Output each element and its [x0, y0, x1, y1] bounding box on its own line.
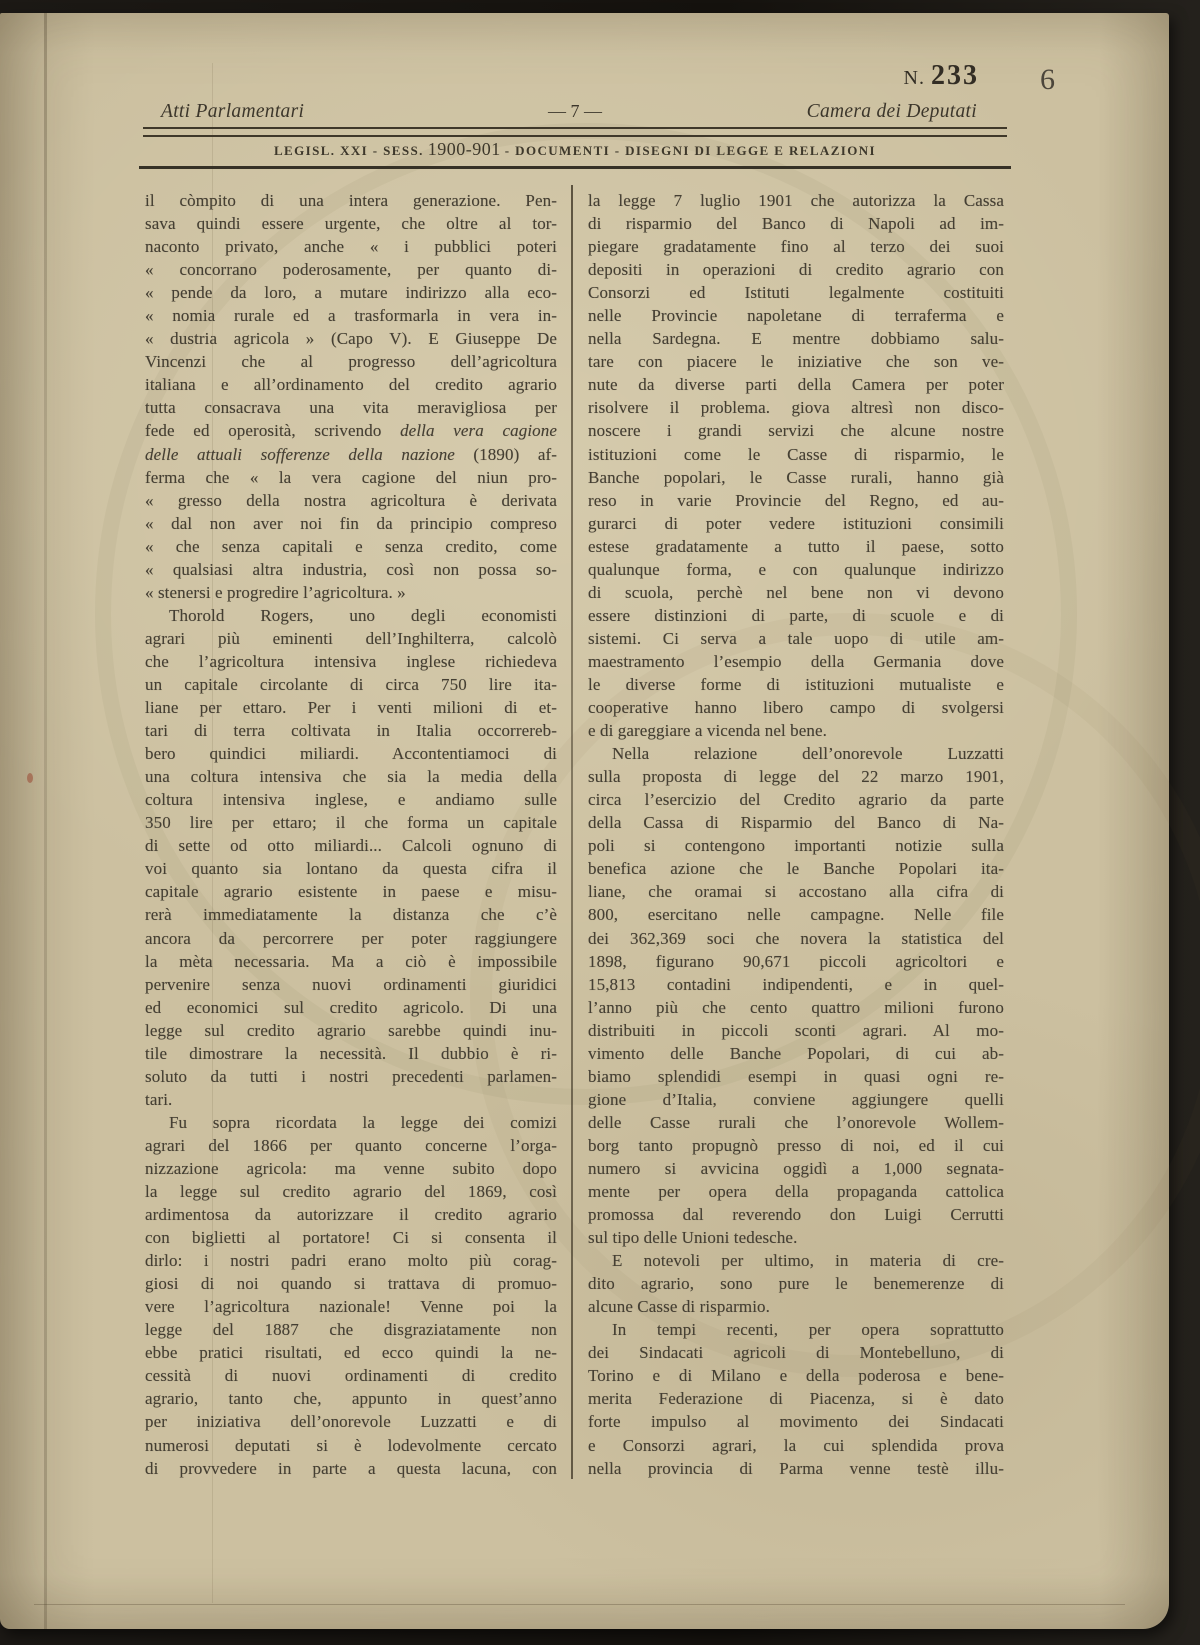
text-line: tari.	[145, 1089, 173, 1109]
text-line: 350 lire per ettaro; il che forma un capitale	[145, 813, 557, 833]
binding-seam	[44, 13, 47, 1629]
text-line: della Cassa di Risparmio del Banco di Na-	[588, 813, 1004, 833]
text-line	[145, 419, 557, 442]
running-header	[145, 97, 1005, 123]
text-line: essere distinzioni di parte, di scuole e di	[588, 605, 1004, 625]
text-line: italiana e all’ordinamento del credito agrario	[145, 375, 557, 395]
printed-area	[145, 13, 1005, 1629]
text-line: nute da diverse parti della Camera per poter	[588, 375, 1004, 395]
left-column	[145, 189, 557, 1480]
text-line: nizzazione agricola: ma venne subito dopo	[145, 1158, 557, 1178]
text-line: vimento delle Banche Popolari, di cui ab-	[588, 1043, 1004, 1063]
text-line: ebbe pratici risultati, ed ecco quindi la ne-	[145, 1343, 557, 1363]
text-line: alcune Casse di risparmio.	[588, 1297, 770, 1317]
column-divider-rule	[571, 185, 573, 1479]
text-line: ed economici sul credito agricolo. Di una	[145, 997, 557, 1017]
text-line: tutta consacrava una vita meravigliosa per	[145, 398, 557, 418]
paper-sheet	[0, 13, 1169, 1629]
text-line: le diverse forme di istituzioni mutualiste e	[588, 674, 1004, 694]
session-year: 1900-901	[427, 139, 501, 159]
text-line: agrario, tanto che, appunto in quest’anno	[145, 1389, 557, 1409]
text-line: « concorrano poderosamente, per quanto di-	[145, 260, 557, 280]
text-line: sul tipo delle Unioni tedesche.	[588, 1228, 798, 1248]
text-line: Thorold Rogers, uno degli economisti	[169, 605, 557, 625]
text-segment: (1890) af-	[454, 444, 557, 464]
text-line: di scuola, perchè nel bene non vi devono	[588, 582, 1004, 602]
text-line: legge del 1887 che disgraziatamente non	[145, 1320, 557, 1340]
text-line: il còmpito di una intera generazione. Pen-	[145, 191, 557, 210]
text-line: qualunque forma, e con qualunque indirizzo	[588, 559, 1004, 579]
header-right-title: Camera dei Deputati	[806, 101, 977, 122]
text-line: nella Sardegna. E mentre dobbiamo salu-	[588, 329, 1004, 349]
header-left-title: Atti Parlamentari	[161, 101, 305, 122]
text-line: naconto privato, anche « i pubblici poteri	[145, 237, 557, 257]
text-line: benefica azione che le Banche Popolari ita-	[588, 859, 1004, 879]
text-line: maestramento l’esempio della Germania dove	[588, 651, 1004, 671]
text-line: « stenersi e progredire l’agricoltura. »	[145, 582, 406, 602]
text-line: sava quindi essere urgente, che oltre al tor-	[145, 214, 557, 234]
document-number-label: N.	[903, 67, 925, 89]
double-rule	[143, 127, 1007, 137]
text-line: ancora da percorrere per poter raggiungere	[145, 928, 557, 948]
text-line: rerà immediatamente la distanza che c’è	[145, 905, 557, 925]
text-line: numerosi deputati si è lodevolmente cercato	[145, 1435, 557, 1455]
session-line-left: LEGISL. XXI - SESS.	[273, 143, 424, 158]
italic-text-segment: della vera cagione	[400, 421, 557, 441]
right-column	[588, 189, 1004, 1480]
text-line: gione d’Italia, conviene aggiungere quelli	[588, 1089, 1004, 1109]
text-line: dito agrario, sono pure le benemerenze di	[588, 1274, 1004, 1294]
text-line: soluto da tutti i nostri precedenti parlamen-	[145, 1066, 557, 1086]
text-line: tile dimostrare la necessità. Il dubbio è ri-	[145, 1043, 557, 1063]
text-line: forte impulso al movimento dei Sindacati	[588, 1412, 1004, 1432]
text-line	[145, 443, 557, 466]
text-line: la legge sul credito agrario del 1869, così	[145, 1182, 557, 1202]
text-line: Fu sopra ricordata la legge dei comizi	[169, 1112, 557, 1132]
text-line: e Consorzi agrari, la cui splendida prova	[588, 1435, 1004, 1455]
text-line: agrari del 1866 per quanto concerne l’orga-	[145, 1135, 557, 1155]
document-number	[904, 60, 979, 92]
text-line: biamo splendidi esempi in quasi ogni re-	[588, 1066, 1004, 1086]
ink-speck	[27, 773, 33, 783]
text-line: pervenire senza nuovi ordinamenti giuridici	[145, 974, 557, 994]
text-line: Consorzi ed Istituti legalmente costituiti	[588, 283, 1004, 303]
text-line: « che senza capitali e senza credito, come	[145, 536, 557, 556]
text-line: In tempi recenti, per opera soprattutto	[612, 1320, 1004, 1340]
text-line: « dustria agricola » (Capo V). E Giuseppe De	[145, 329, 557, 349]
text-line: legge sul credito agrario sarebbe quindi inu-	[145, 1020, 557, 1040]
text-line: la legge 7 luglio 1901 che autorizza la Cassa	[588, 191, 1004, 210]
text-line: dirlo: i nostri padri erano molto più corag-	[145, 1251, 557, 1271]
text-line: tari di terra coltivata in Italia occorrereb-	[145, 721, 557, 741]
text-line: merita Federazione di Piacenza, si è dato	[588, 1389, 1004, 1409]
text-line: borg tanto propugnò presso di noi, ed il cui	[588, 1135, 1004, 1155]
text-line: di provvedere in parte a questa lacuna, con	[145, 1458, 557, 1478]
session-line-right: - DOCUMENTI - DISEGNI DI LEGGE E RELAZIONI	[504, 143, 876, 158]
text-line: estese gradatamente a tutto il paese, sotto	[588, 536, 1004, 556]
text-line: sulla proposta di legge del 22 marzo 1901,	[588, 767, 1004, 787]
text-line: per iniziativa dell’onorevole Luzzatti e di	[145, 1412, 557, 1432]
text-line: cooperative hanno libero campo di svolgersi	[588, 698, 1004, 718]
text-line: giosi di noi quando si trattava di promuo-	[145, 1274, 557, 1294]
text-line: Nella relazione dell’onorevole Luzzatti	[612, 744, 1004, 764]
text-line: dei Sindacati agricoli di Montebelluno, di	[588, 1343, 1004, 1363]
text-line: 15,813 contadini indipendenti, e in quel-	[588, 974, 1004, 994]
text-line: gurarci di poter vedere istituzioni consimili	[588, 513, 1004, 533]
heavy-rule	[139, 166, 1011, 169]
text-line: Torino e di Milano e della poderosa e bene-	[588, 1366, 1004, 1386]
text-line: 800, esercitano nelle campagne. Nelle file	[588, 905, 1004, 925]
text-line: circa l’esercizio del Credito agrario da parte	[588, 790, 1004, 810]
text-line: Vincenzi che al progresso dell’agricoltura	[145, 352, 557, 372]
text-line: numero si avvicina oggidì a 1,000 segnata-	[588, 1158, 1004, 1178]
text-line: « qualsiasi altra industria, così non possa so-	[145, 559, 557, 579]
text-line: la mèta necessaria. Ma a ciò è impossibile	[145, 951, 557, 971]
text-line: mente per opera della propaganda cattolica	[588, 1182, 1004, 1202]
text-line: cessità di nuovi ordinamenti di credito	[145, 1366, 557, 1386]
text-line: con biglietti al portatore! Ci si consenta il	[145, 1228, 557, 1248]
text-line: un capitale circolante di circa 750 lire ita-	[145, 674, 557, 694]
text-line: coltura intensiva inglese, e andiamo sulle	[145, 790, 557, 810]
text-line: l’anno più che cento quattro milioni furono	[588, 997, 1004, 1017]
text-line: Banche popolari, le Casse rurali, hanno già	[588, 467, 1004, 487]
text-line: distribuiti in piccoli sconti agrari. Al mo-	[588, 1020, 1004, 1040]
text-line: di risparmio del Banco di Napoli ad im-	[588, 214, 1004, 234]
text-line: piegare gradatamente fino al terzo dei suoi	[588, 237, 1004, 257]
text-line: risolvere il problema. giova altresì non disco-	[588, 398, 1004, 418]
text-line: sistemi. Ci serva a tale uopo di utile am-	[588, 628, 1004, 648]
text-line: capitale agrario esistente in paese e misu-	[145, 882, 557, 902]
text-line: liane, che oramai si accostano alla cifra di	[588, 882, 1004, 902]
italic-text-segment: delle attuali sofferenze della nazione	[145, 444, 455, 464]
text-line: di sette od otto miliardi... Calcoli ognuno di	[145, 836, 557, 856]
text-line: 1898, figurano 90,671 piccoli agricoltori e	[588, 951, 1004, 971]
text-line: noscere i grandi servizi che alcune nostre	[588, 421, 1004, 441]
text-line: delle Casse rurali che l’onorevole Wollem-	[588, 1112, 1004, 1132]
text-columns	[145, 189, 1005, 1481]
text-line: reso in varie Provincie del Regno, ed au-	[588, 490, 1004, 510]
text-line: che l’agricoltura intensiva inglese richiedeva	[145, 651, 557, 671]
text-line: E notevoli per ultimo, in materia di cre-	[612, 1251, 1004, 1271]
text-line: dei 362,369 soci che novera la statistica del	[588, 928, 1004, 948]
session-line	[145, 139, 1005, 160]
text-line: bero quindici miliardi. Accontentiamoci di	[145, 744, 557, 764]
text-line: nella provincia di Parma venne testè illu-	[588, 1458, 1004, 1478]
text-line: tare con piacere le iniziative che son ve-	[588, 352, 1004, 372]
text-line: agrari più eminenti dell’Inghilterra, calcolò	[145, 628, 557, 648]
text-segment: fede ed operosità, scrivendo	[145, 421, 401, 441]
text-line: voi quanto sia lontano da questa cifra il	[145, 859, 557, 879]
text-line: vere l’agricoltura nazionale! Venne poi la	[145, 1297, 557, 1317]
handwritten-page-number: 6	[1040, 63, 1055, 96]
text-line: istituzioni come le Casse di risparmio, le	[588, 444, 1004, 464]
text-line: e di gareggiare a vicenda nel bene.	[588, 721, 828, 741]
text-line: poli si contengono importanti notizie sulla	[588, 836, 1004, 856]
text-line: ferma che « la vera cagione del niun pro-	[145, 467, 557, 487]
text-line: « pende da loro, a mutare indirizzo alla eco-	[145, 283, 557, 303]
text-line: ardimentosa da autorizzare il credito agrario	[145, 1205, 557, 1225]
text-line: « nomia rurale ed a trasformarla in vera in-	[145, 306, 557, 326]
text-line: depositi in operazioni di credito agrario con	[588, 260, 1004, 280]
document-number-value: 233	[931, 60, 979, 91]
text-line: nelle Provincie napoletane di terraferma e	[588, 306, 1004, 326]
text-line: « dal non aver noi fin da principio compreso	[145, 513, 557, 533]
text-line: liane per ettaro. Per i venti milioni di et-	[145, 698, 557, 718]
text-line: « gresso della nostra agricoltura è derivata	[145, 490, 557, 510]
text-line: una coltura intensiva che sia la media della	[145, 767, 557, 787]
page-number: — 7 —	[548, 101, 602, 121]
text-line: promossa dal reverendo don Luigi Cerrutti	[588, 1205, 1004, 1225]
